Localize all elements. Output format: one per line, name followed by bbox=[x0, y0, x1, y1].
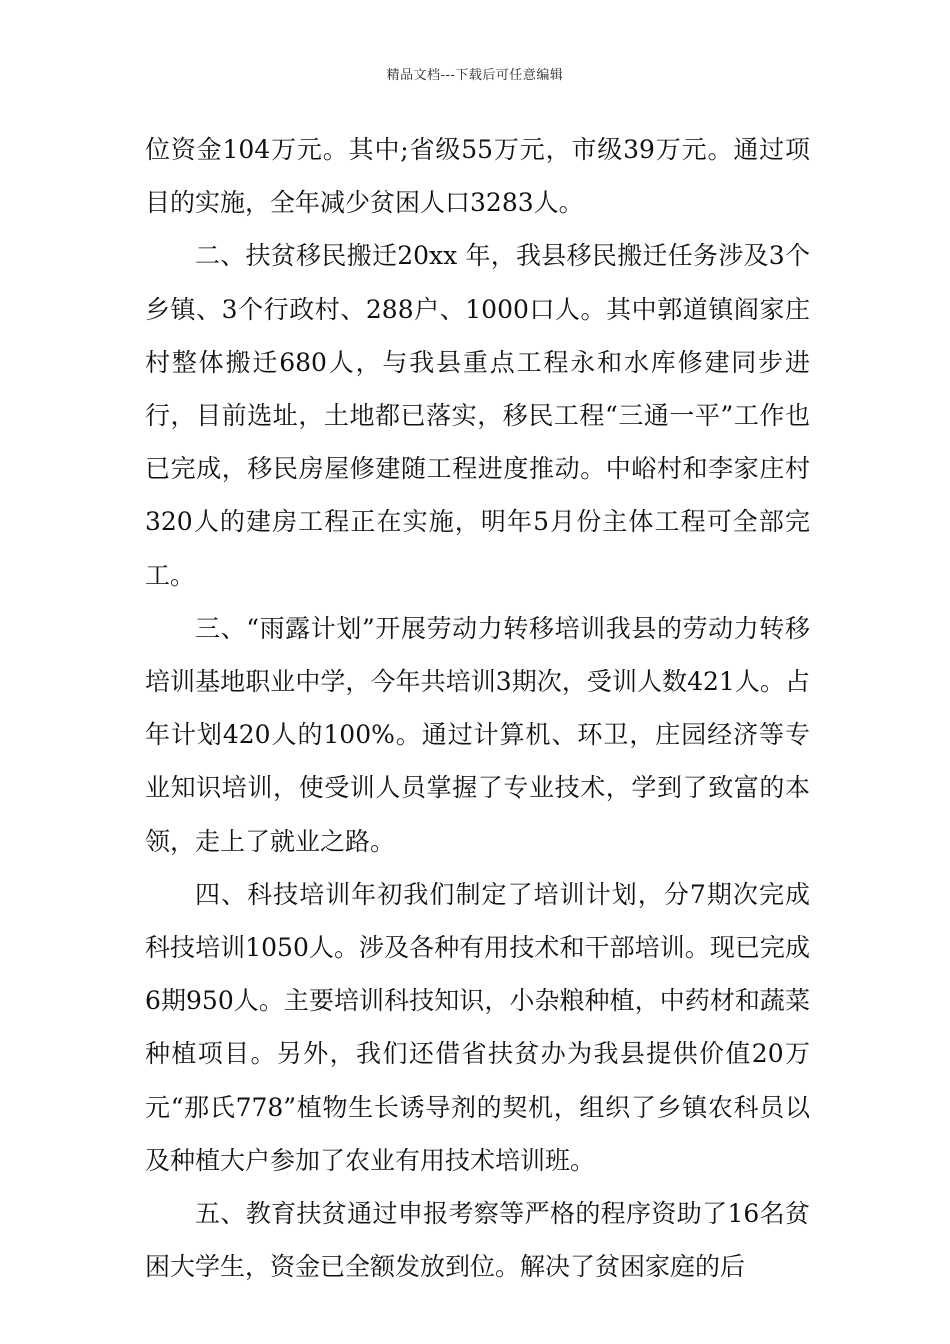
document-body bbox=[145, 123, 810, 1293]
paragraph-education: 五、教育扶贫通过申报考察等严格的程序资助了16名贫困大学生，资金已全额发放到位。解决了贫困家庭的后 bbox=[145, 1199, 810, 1282]
paragraph-labor-training: 三、“雨露计划”开展劳动力转移培训我县的劳动力转移培训基地职业中学，今年共培训3期次，受训人数421人。占年计划420人的100%。通过计算机、环卫，庄园经济等专业知识培训，使受训人员掌握了专业技术，学到了致富的本领，走上了就业之路。 bbox=[145, 613, 810, 856]
page-header: 精品文档---下载后可任意编辑 bbox=[386, 68, 564, 83]
paragraph-continuation: 位资金104万元。其中;省级55万元，市级39万元。通过项目的实施，全年减少贫困人口3283人。 bbox=[145, 135, 810, 218]
paragraph-relocation: 二、扶贫移民搬迁20xx 年，我县移民搬迁任务涉及3个乡镇、3个行政村、288户、1000口人。其中郭道镇阎家庄村整体搬迁680人，与我县重点工程永和水库修建同步进行，目前选址，土地都已落实，移民工程“三通一平”工作也已完成，移民房屋修建随工程进度推动。中峪村和李家庄村320人的建房工程正在实施，明年5月份主体工程可全部完工。 bbox=[145, 241, 810, 590]
paragraph-tech-training: 四、科技培训年初我们制定了培训计划，分7期次完成科技培训1050人。涉及各种有用技术和干部培训。现已完成6期950人。主要培训科技知识，小杂粮种植，中药材和蔬菜种植项目。另外，我们还借省扶贫办为我县提供价值20万元“那氏778”植物生长诱导剂的契机，组织了乡镇农科员以及种植大户参加了农业有用技术培训班。 bbox=[145, 879, 810, 1175]
